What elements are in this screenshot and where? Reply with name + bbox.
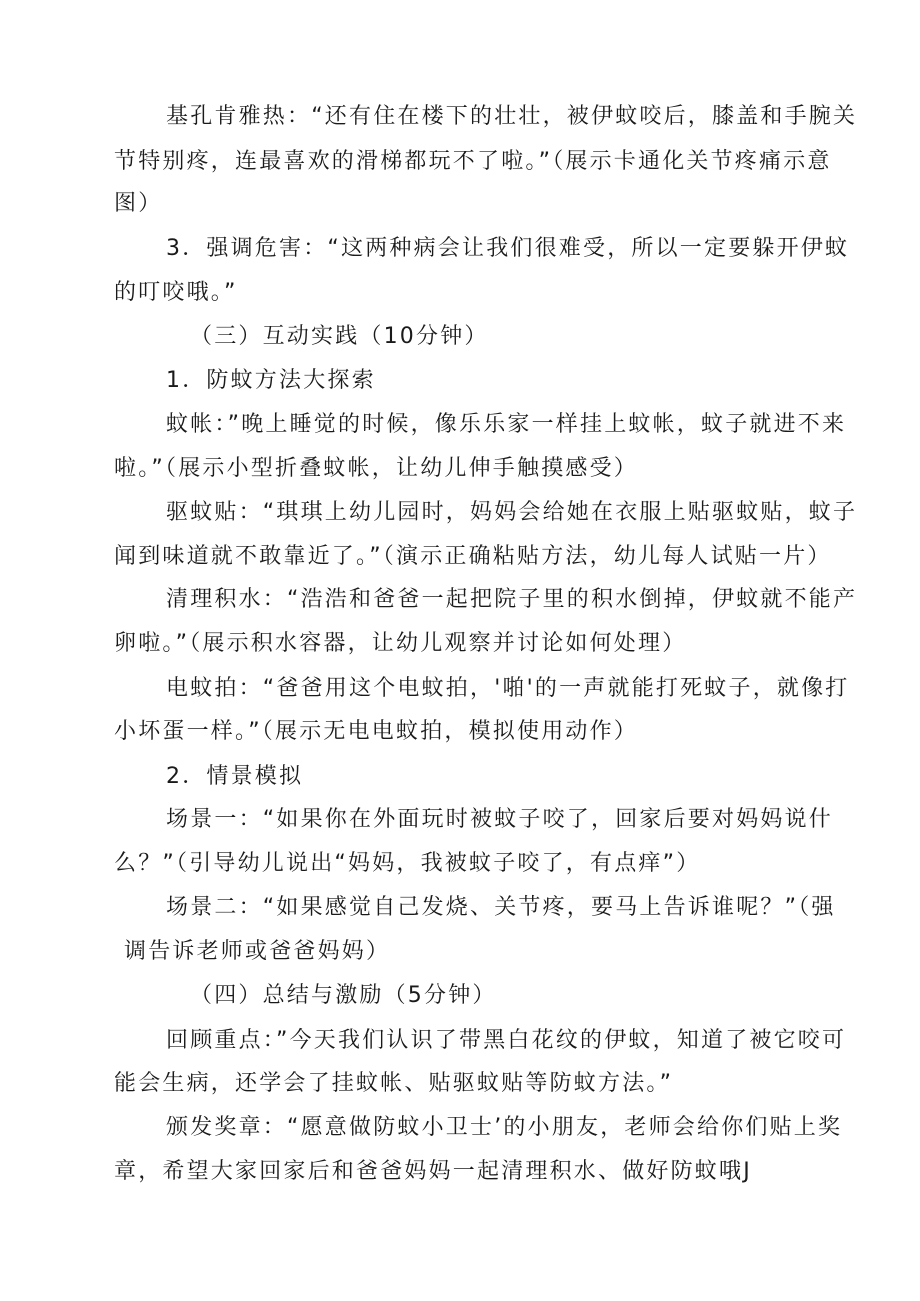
text-line: 驱蚊贴：“琪琪上幼儿园时，妈妈会给她在衣服上贴驱蚊贴，蚊子	[166, 500, 858, 525]
text-line: 的叮咬哦。”	[114, 280, 238, 305]
text-line: 节特别疼，连最喜欢的滑梯都玩不了啦。”（展示卡通化关节疼痛示意	[114, 149, 832, 174]
text-line: 颁发奖章：“愿意做防蚊小卫士’的小朋友，老师会给你们贴上奖	[166, 1115, 843, 1140]
text-line: 能会生病，还学会了挂蚊帐、贴驱蚊贴等防蚊方法。”	[114, 1071, 674, 1096]
text-line: 蚊帐：”晚上睡觉的时候，像乐乐家一样挂上蚊帐，蚊子就进不来	[166, 412, 847, 437]
text-line: 回顾重点：”今天我们认识了带黑白花纹的伊蚊，知道了被它咬可	[166, 1028, 847, 1053]
text-line: 章，希望大家回家后和爸爸妈妈一起清理积水、做好防蚊哦J	[114, 1159, 752, 1184]
subsection-heading: 1．防蚊方法大探索	[166, 368, 376, 393]
section-heading: （三）互动实践（10分钟）	[190, 324, 489, 349]
text-line: 小坏蛋一样。”（展示无电电蚊拍，模拟使用动作）	[114, 719, 638, 744]
text-line: 闻到味道就不敢靠近了。”（演示正确粘贴方法，幼儿每人试贴一片）	[114, 544, 832, 569]
text-line: 清理积水：“浩浩和爸爸一起把院子里的积水倒掉，伊蚊就不能产	[166, 587, 858, 612]
text-line: 电蚊拍：“爸爸用这个电蚊拍，'啪'的一声就能打死蚊子，就像打	[166, 676, 850, 701]
text-line: 场景二：“如果感觉自己发烧、关节疼，要马上告诉谁呢？”（强	[166, 895, 836, 920]
text-line: 啦。”（展示小型折叠蚊帐，让幼儿伸手触摸感受）	[114, 456, 638, 481]
text-line: 卵啦。”（展示积水容器，让幼儿观察并讨论如何处理）	[114, 631, 687, 656]
text-line: 么？”（引导幼儿说出“妈妈，我被蚊子咬了，有点痒”）	[114, 851, 701, 876]
text-line: 基孔肯雅热：“还有住在楼下的壮壮，被伊蚊咬后，膝盖和手腕关	[166, 104, 858, 129]
text-line: 场景一：“如果你在外面玩时被蚊子咬了，回家后要对妈妈说什	[166, 807, 833, 832]
text-line: 调告诉老师或爸爸妈妈）	[124, 939, 391, 964]
section-heading: （四）总结与激励（5分钟）	[190, 983, 497, 1008]
text-line: 3．强调危害：“这两种病会让我们很难受，所以一定要躲开伊蚊	[166, 236, 850, 261]
text-line: 图）	[114, 191, 163, 216]
subsection-heading: 2．情景模拟	[166, 764, 304, 789]
